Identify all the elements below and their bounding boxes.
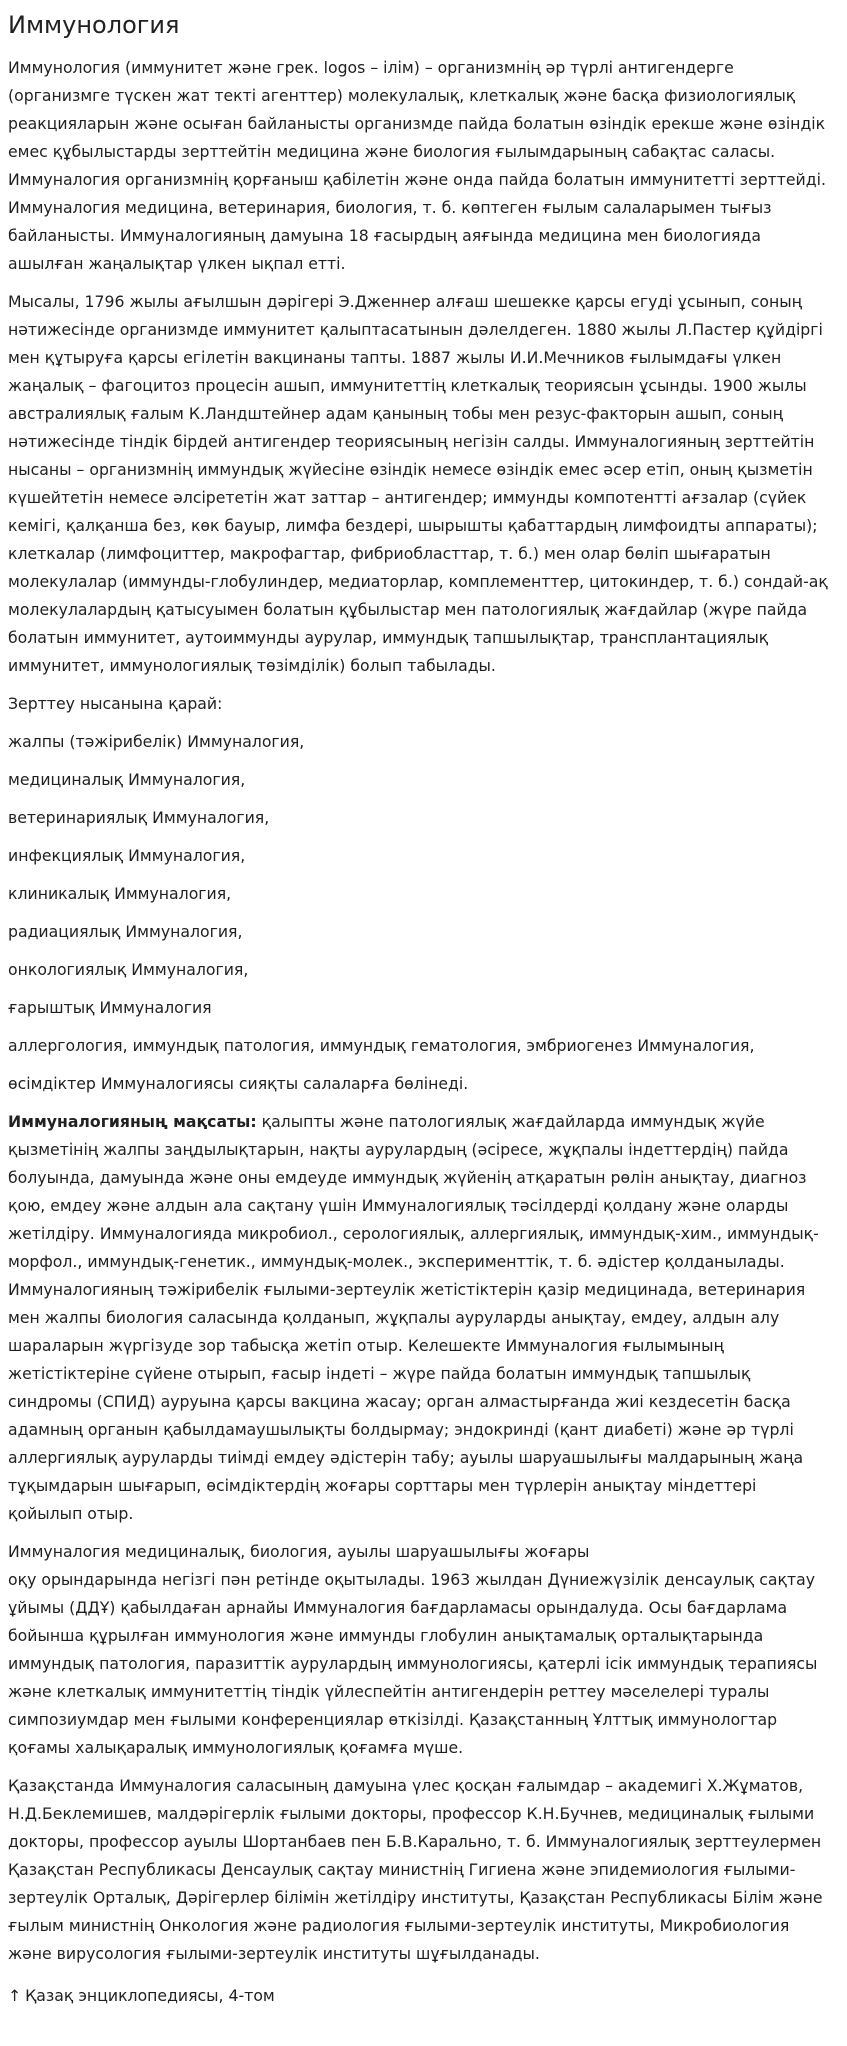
list-item: жалпы (тәжірибелік) Иммуналогия, <box>8 732 305 751</box>
education-line-2: оқу орындарында негізгі пән ретінде оқытылады. 1963 жылдан Дүниежүзілік денсаулық сақтау ұйымы (ДДҰ) қабылдаған арнайы Иммуналогия бағдарламасы орындалуда. Осы бағдарлама бойынша құрылған иммунология және иммунды глобулин анықтамалық орталықтарында иммундық патология, паразиттік аурулардың иммунологиясы, қатерлі ісік иммундық терапиясы және клеткалық иммунитеттің тіндік үйлеспейтін антигендерін реттеу мәселелері туралы симпозиумдар мен ғылыми конференциялар өткізілді. Қазақстанның Ұлттық иммунологтар қоғамы халықаралық иммунологиялық қоғамға мүше. <box>8 1570 818 1757</box>
education-paragraph <box>8 1538 831 1762</box>
list-item: онкологиялық Иммуналогия, <box>8 960 249 979</box>
education-line-1: Иммуналогия медициналық, биология, ауылы шаруашылығы жоғары <box>8 1542 590 1561</box>
list-item: инфекциялық Иммуналогия, <box>8 846 246 865</box>
list-item: медициналық Иммуналогия, <box>8 770 246 789</box>
list-item: өсімдіктер Иммуналогиясы сияқты салаларға бөлінеді. <box>8 1074 469 1093</box>
reference-text: Қазақ энциклопедиясы, 4-том <box>25 1986 275 2005</box>
list-item: радиациялық Иммуналогия, <box>8 922 243 941</box>
history-paragraph: Мысалы, 1796 жылы ағылшын дәрігері Э.Дженнер алғаш шешекке қарсы егуді ұсынып, соның нәтижесінде организмде иммунитет қалыптасатынын дәлелдеген. 1880 жылы Л.Пастер құйдіргі мен құтыруға қарсы егілетін вакцинаны тапты. 1887 жылы И.И.Мечников ғылымдағы үлкен жаңалық – фагоцитоз процесін ашып, иммунитеттің клеткалық теориясын ұсынды. 1900 жылы австралиялық ғалым К.Ландштейнер адам қанының тобы мен резус-факторын ашып, соның нәтижесінде тіндік бірдей антигендер теориясының негізін салды. Иммуналогияның зерттейтін нысаны – организмнің иммундық жүйесіне өзіндік немесе өзіндік емес әсер етіп, оның қызметін күшейтетін немесе әлсірететін жат заттар – антигендер; иммунды компотентті ағзалар (сүйек кемігі, қалқанша без, көк бауыр, лимфа бездері, шырышты қабаттардың лимфоидты аппараты); клеткалар (лимфоциттер, макрофагтар, фибриобласттар, т. б.) мен олар бөліп шығаратын молекулалар (иммунды-глобулиндер, медиаторлар, комплементтер, цитокиндер, т. б.) сондай-ақ молекулалардың қатысуымен болатын құбылыстар мен патологиялық жағдайлар (жүре пайда болатын иммунитет, аутоиммунды аурулар, иммундық тапшылықтар, трансплантациялық иммунитет, иммунологиялық төзімділік) болып табылады. <box>8 292 828 675</box>
reference <box>8 1982 831 2010</box>
kazakhstan-paragraph: Қазақстанда Иммуналогия саласының дамуына үлес қосқан ғалымдар – академигі Х.Жұматов, Н.Д.Беклемишев, малдәрігерлік ғылыми докторы, профессор К.Н.Бучнев, медициналық ғылыми докторы, профессор ауылы Шортанбаев пен Б.В.Карально, т. б. Иммуналогиялық зерттеулермен Қазақстан Республикасы Денсаулық сақтау министнің Гигиена және эпидемиология ғылыми-зертеулік Орталық, Дәрігерлер білімін жетілдіру институты, Қазақстан Республикасы Білім және ғылым министнің Онкология және радиология ғылыми-зертеулік институты, Микробиология және вирусология ғылыми-зертеулік институты шұғылданады. <box>8 1776 823 1963</box>
classification-list <box>8 728 831 1098</box>
goals-label: Иммуналогияның мақсаты: <box>8 1112 257 1131</box>
back-link-arrow[interactable]: ↑ <box>8 1986 22 2005</box>
goals-paragraph <box>8 1108 831 1528</box>
goals-text: қалыпты және патологиялық жағдайларда иммундық жүйе қызметінің жалпы заңдылықтарын, нақты аурулардың (әсіресе, жұқпалы індеттердің) пайда болуында, дамуында және оны емдеуде иммундық жүйенің атқаратын рөлін анықтау, диагноз қою, емдеу және алдын ала сақтану үшін Иммуналогиялық тәсілдерді қолдану және оларды жетілдіру. Иммуналогияда микробиол., серологиялық, аллергиялық, иммундық-хим., иммундық-морфол., иммундық-генетик., иммундық-молек., эксперименттік, т. б. әдістер қолданылады. Иммуналогияның тәжірибелік ғылыми-зертеулік жетістіктерін қазір медицинада, ветеринария мен жалпы биология саласында қолданып, жұқпалы ауруларды анықтау, емдеу, алдын алу шараларын жүргізуде зор табысқа жетіп отыр. Келешекте Иммуналогия ғылымының жетістіктеріне сүйене отырып, ғасыр індеті – жүре пайда болатын иммундық тапшылық синдромы (СПИД) ауруына қарсы вакцина жасау; орган алмастырғанда жиі кездесетін басқа адамның органын қабылдамаушылықты болдырмау; эндокринді (қант диабеті) және әр түрлі аллергиялық ауруларды тиімді емдеу әдістерін табу; ауылы шаруашылығы малдарының жаңа тұқымдарын шығарып, өсімдіктердің жоғары сорттары мен түрлерін анықтау міндеттері қойылып отыр. <box>8 1112 819 1523</box>
intro-paragraph: Иммунология (иммунитет және грек. logos – ілім) – организмнің әр түрлі антигендерге (организмге түскен жат текті агенттер) молекулалық, клеткалық және басқа физиологиялық реакцияларын және осыған байланысты организмде пайда болатын өзіндік ерекше және өзіндік емес құбылыстарды зерттейтін медицина және биология ғылымдарының сабақтас саласы. Иммуналогия организмнің қорғаныш қабілетін және онда пайда болатын иммунитетті зерттейді. Иммуналогия медицина, ветеринария, биология, т. б. көптеген ғылым салаларымен тығыз байланысты. Иммуналогияның дамуына 18 ғасырдың аяғында медицина мен биологияда ашылған жаңалықтар үлкен ықпал етті. <box>8 58 826 273</box>
page-title: Иммунология <box>8 11 180 39</box>
list-item: ветеринариялық Иммуналогия, <box>8 808 270 827</box>
classification-intro: Зерттеу нысанына қарай: <box>8 694 223 713</box>
list-item: ғарыштық Иммуналогия <box>8 998 212 1017</box>
list-item: клиникалық Иммуналогия, <box>8 884 232 903</box>
list-item: аллергология, иммундық патология, иммундық гематология, эмбриогенез Иммуналогия, <box>8 1036 755 1055</box>
